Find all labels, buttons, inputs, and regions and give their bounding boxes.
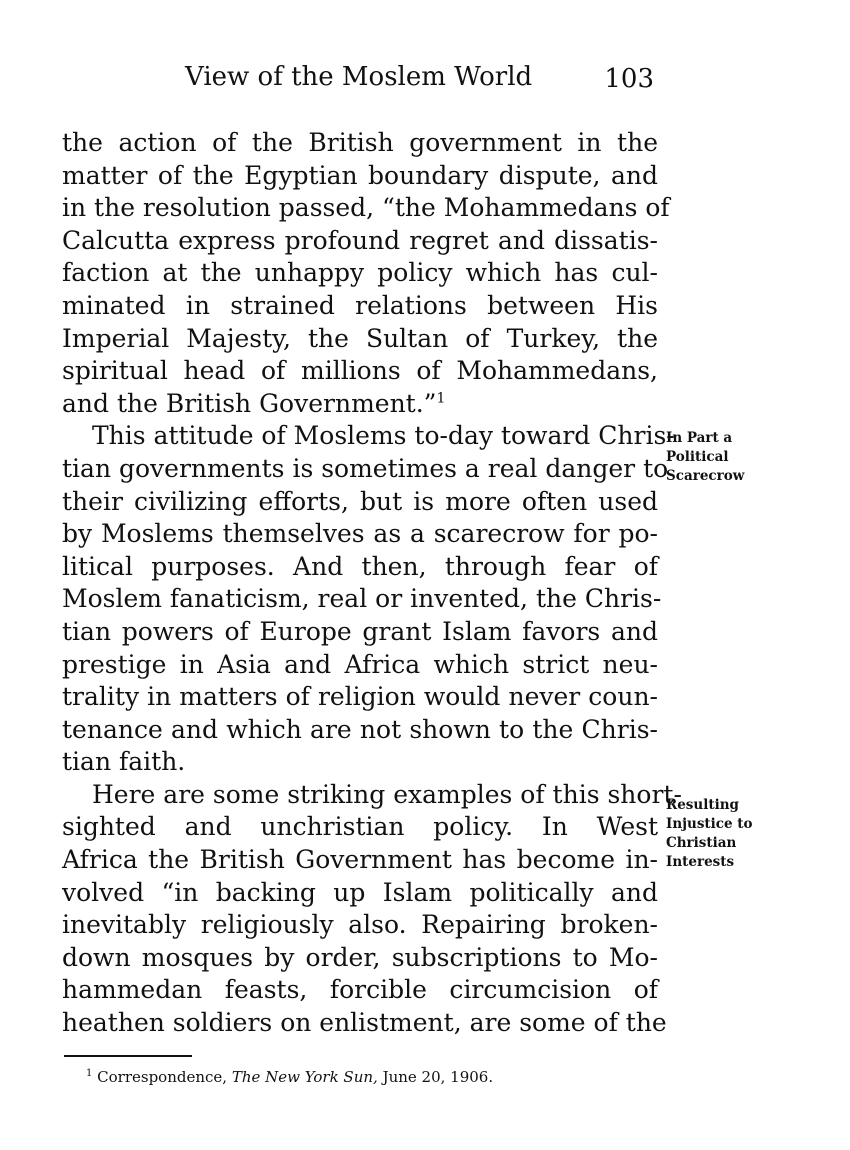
side-note-line: In Part a	[666, 430, 733, 446]
text-line: litical purposes. And then, through fear of	[62, 551, 658, 581]
running-title: View of the Moslem World	[185, 62, 533, 92]
text-line: tian governments is sometimes a real danger to	[62, 453, 669, 483]
text-line: inevitably religiously also. Repairing broken-	[62, 910, 658, 940]
text-line: tenance and which are not shown to the Chris-	[62, 714, 658, 744]
side-note-line: Christian	[666, 835, 737, 851]
side-note-resulting-injustice	[666, 796, 786, 872]
side-note-line: Political	[666, 449, 729, 465]
text-line: volved “in backing up Islam politically and	[62, 877, 658, 907]
running-head	[62, 60, 658, 100]
footnote-date: June 20, 1906.	[382, 1068, 494, 1086]
side-note-line: Resulting	[666, 797, 739, 813]
footnote-number: 1	[86, 1068, 93, 1079]
text-line: and the British Government.”	[62, 388, 437, 418]
text-line: the action of the British government in the	[62, 128, 658, 157]
footnote-marker: 1	[436, 390, 446, 407]
text-line-with-footnote	[62, 388, 658, 421]
footnote-text: Correspondence,	[97, 1068, 228, 1086]
text-line: down mosques by order, subscriptions to Mo-	[62, 942, 658, 972]
text-line: This attitude of Moslems to-day toward Chris-	[92, 421, 675, 451]
text-line: prestige in Asia and Africa which strict neu-	[62, 649, 658, 679]
text-line: heathen soldiers on enlistment, are some of the	[62, 1008, 667, 1038]
text-line: Calcutta express profound regret and dissatis-	[62, 225, 658, 255]
text-line: tian powers of Europe grant Islam favors and	[62, 616, 658, 646]
text-line: Africa the British Government has become in-	[62, 845, 658, 875]
text-line: Imperial Majesty, the Sultan of Turkey, the	[62, 323, 658, 353]
text-line: Moslem fanaticism, real or invented, the Chris-	[62, 584, 662, 614]
text-line: Here are some striking examples of this short-	[92, 779, 682, 809]
footnote-rule	[64, 1055, 192, 1057]
text-line: in the resolution passed, “the Mohammedans of	[62, 193, 670, 223]
text-line: faction at the unhappy policy which has cul-	[62, 258, 658, 288]
text-line: trality in matters of religion would never coun-	[62, 682, 658, 712]
side-note-political-scarecrow	[666, 429, 786, 486]
text-line: minated in strained relations between His	[62, 290, 658, 320]
side-note-line: Injustice to	[666, 816, 753, 832]
text-line: tian faith.	[62, 747, 186, 777]
body-text	[62, 127, 682, 1040]
text-line: spiritual head of millions of Mohammedans,	[62, 356, 658, 386]
text-line: their civilizing efforts, but is more often used	[62, 486, 658, 516]
side-note-line: Interests	[666, 854, 735, 870]
text-line: hammedan feasts, forcible circumcision of	[62, 975, 658, 1005]
text-line: matter of the Egyptian boundary dispute, and	[62, 160, 658, 190]
footnote	[86, 1066, 493, 1088]
text-line: by Moslems themselves as a scarecrow for po-	[62, 519, 658, 549]
footnote-source: The New York Sun,	[231, 1068, 378, 1086]
text-line: sighted and unchristian policy. In West	[62, 812, 658, 842]
page-number: 103	[604, 64, 654, 94]
side-note-line: Scarecrow	[666, 468, 745, 484]
